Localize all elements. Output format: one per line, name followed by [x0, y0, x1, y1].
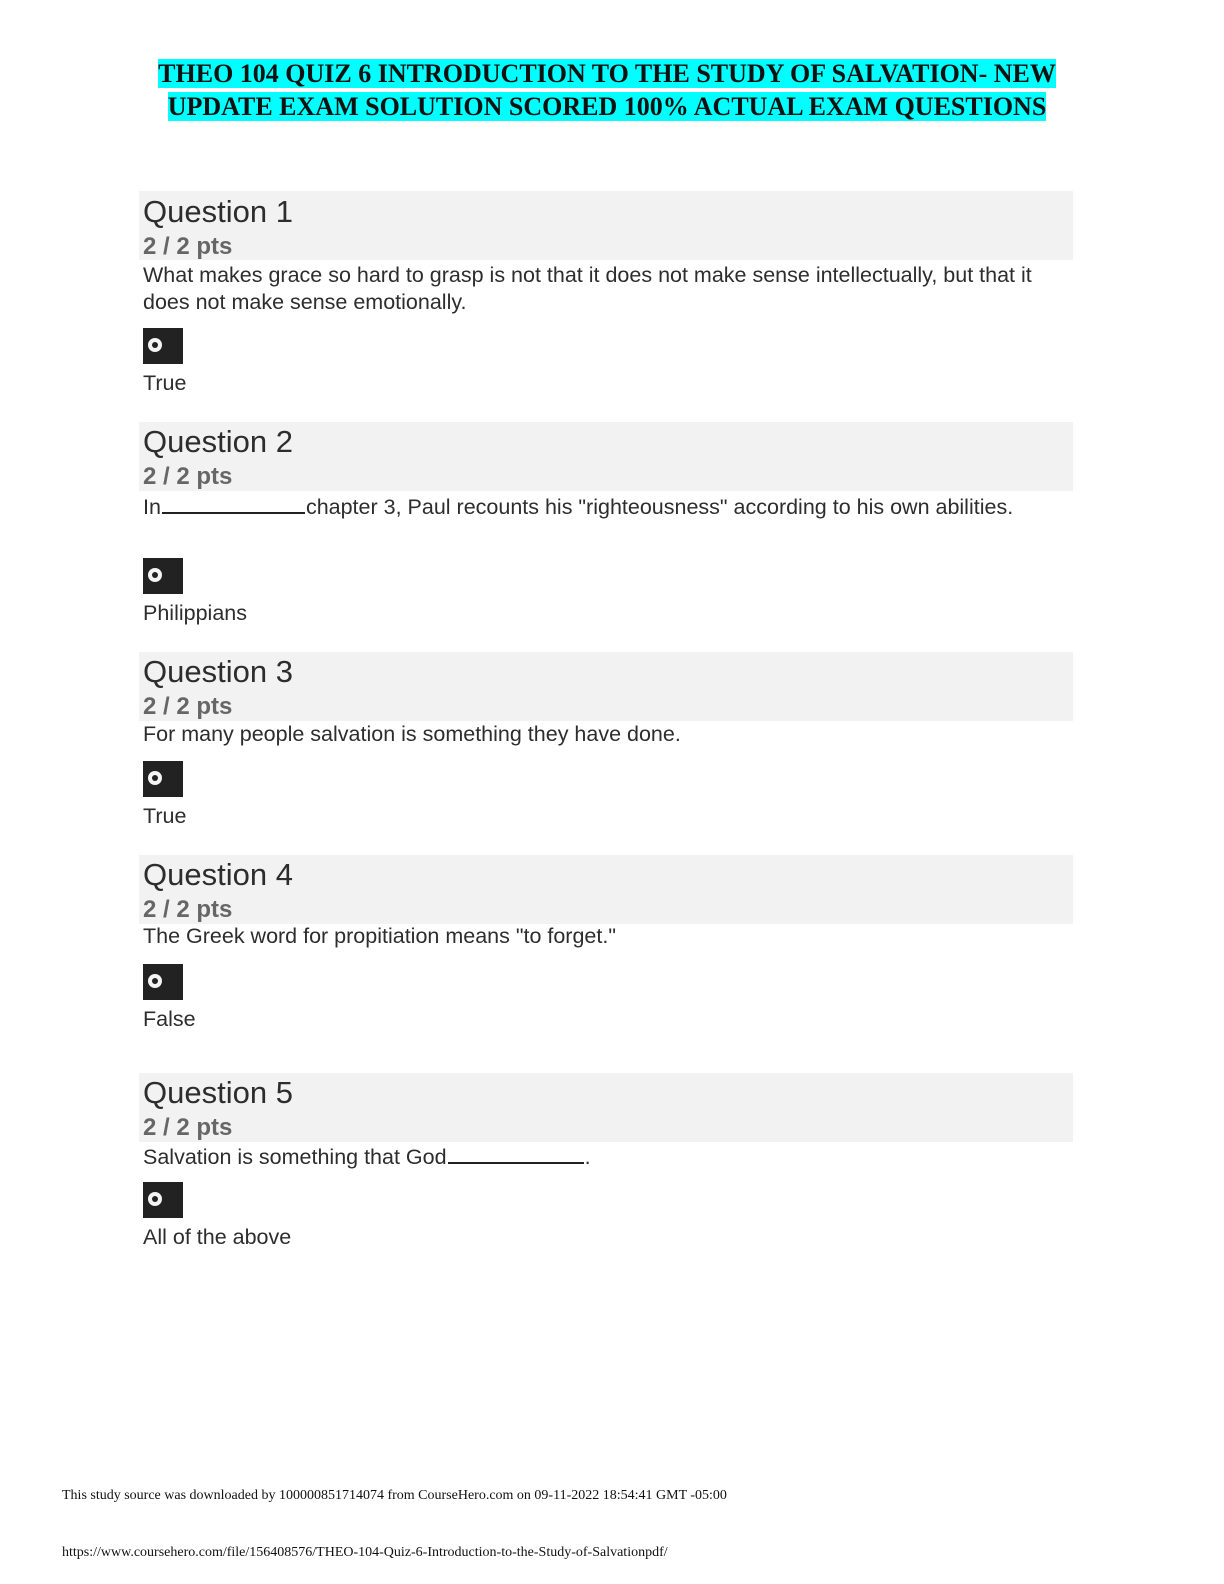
question-2-text [143, 492, 1068, 521]
question-3-points: 2 / 2 pts [143, 693, 233, 720]
radio-selected-icon[interactable] [143, 761, 183, 797]
question-5-answer: All of the above [143, 1225, 292, 1249]
question-5-points: 2 / 2 pts [143, 1114, 233, 1141]
question-1-text: What makes grace so hard to grasp is not that it does not make sense intellectually, but that it does not make sense emotionally. [143, 263, 1032, 314]
question-1-points: 2 / 2 pts [143, 233, 233, 260]
question-2-text-before: In [143, 495, 161, 519]
question-3-answer: True [143, 804, 187, 828]
document-title-text: THEO 104 QUIZ 6 INTRODUCTION TO THE STUDY OF SALVATION- NEW UPDATE EXAM SOLUTION SCORED 100% ACTUAL EXAM QUESTIONS [158, 59, 1056, 121]
question-2-title: Question 2 [143, 424, 293, 459]
question-5-text-after: . [584, 1145, 591, 1169]
answer-blank [162, 492, 305, 514]
question-5-title: Question 5 [143, 1075, 293, 1110]
document-title [150, 58, 1064, 123]
question-1-answer: True [143, 371, 187, 395]
question-2-points: 2 / 2 pts [143, 463, 233, 490]
question-4-points: 2 / 2 pts [143, 896, 233, 923]
answer-blank [448, 1142, 584, 1164]
question-2-text-after: chapter 3, Paul recounts his "righteousness" according to his own abilities. [305, 495, 1014, 519]
download-note: This study source was downloaded by 100000851714074 from CourseHero.com on 09-11-2022 18:54:41 GMT -05:00 [62, 1488, 727, 1503]
question-4-title: Question 4 [143, 857, 293, 892]
question-5-text-before: Salvation is something that God [143, 1145, 447, 1169]
radio-selected-icon[interactable] [143, 558, 183, 594]
question-5-text [143, 1142, 1068, 1171]
radio-selected-icon[interactable] [143, 1182, 183, 1218]
question-4-answer: False [143, 1007, 196, 1031]
question-1-title: Question 1 [143, 194, 293, 229]
radio-selected-icon[interactable] [143, 964, 183, 1000]
question-4-text: The Greek word for propitiation means "to forget." [143, 924, 616, 948]
question-3-text: For many people salvation is something they have done. [143, 722, 681, 746]
radio-selected-icon[interactable] [143, 328, 183, 364]
question-2-answer: Philippians [143, 601, 247, 625]
question-3-title: Question 3 [143, 654, 293, 689]
source-url[interactable]: https://www.coursehero.com/file/156408576/THEO-104-Quiz-6-Introduction-to-the-Study-of-Salvationpdf/ [62, 1545, 668, 1560]
